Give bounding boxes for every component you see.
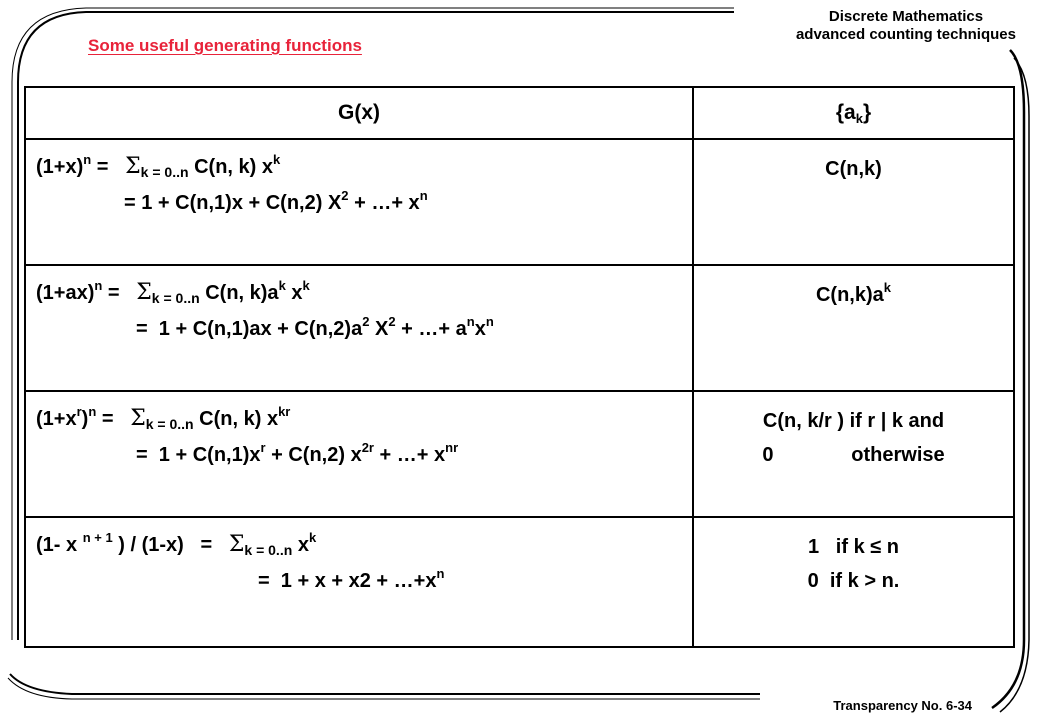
sigma-symbol: Σ: [228, 532, 245, 557]
row1-formula: [25, 139, 693, 265]
row2-coefficient: $C(n,k)a^k$: [693, 265, 1014, 391]
table-header-row: [25, 87, 1014, 139]
sigma-symbol: Σ: [130, 406, 146, 431]
transparency-number: Transparency No. 6-34: [833, 698, 972, 713]
frame-bottom-curve-outer: [8, 678, 760, 699]
table-row: [25, 139, 1014, 265]
table-row: [25, 265, 1014, 391]
header-gx: G(x): [25, 87, 693, 139]
row2-sum-line: $(1+ax)^n = \Sigma_{k = 0..n}$ C(n, $k)a^k$ $x^k$: [36, 278, 310, 306]
slide-title: Some useful generating functions: [88, 36, 362, 55]
row3-expansion-line: = $1 + C(n,1)x^r + C(n,2) x^{2r}$ + …+ $x^{nr}$: [136, 440, 459, 466]
row3-coefficient: C(n, k/r ) if r | k and 0 otherwise: [693, 391, 1014, 517]
row3-formula: [25, 391, 693, 517]
sigma-symbol: Σ: [136, 280, 152, 305]
row4-formula: [25, 517, 693, 647]
row2-expansion-line: = $1 + C(n,1)ax + C(n,2)a^2$ $X^2$ + …+ $a^nx^n$: [136, 314, 494, 340]
row4-coefficient: 1 if k ≤ n 0 if k > n.: [693, 517, 1014, 647]
course-header: [796, 8, 1016, 44]
course-subtitle: advanced counting techniques: [795, 26, 1016, 43]
sigma-symbol: Σ: [125, 154, 141, 179]
frame-bottom-curve: [10, 674, 760, 694]
row4-sum-line: (1- x $^{n + 1}$ ) / $(1-x) = \Sigma_{k = 0..n}$ $x^k$: [36, 530, 317, 558]
row4-expansion-line: = $1 + x + x2 + \dots+x^n$: [258, 566, 445, 592]
table-row: [25, 391, 1014, 517]
row3-sum-line: $(1+x^r)^n = \Sigma_{k = 0..n}$ C(n, k) $x^{kr}$: [36, 404, 291, 432]
header-ak: $\{a_k\}$: [693, 87, 1014, 139]
row1-expansion-line: = 1 + C(n,1)x + C(n,2) $X^2$ + …+ $x^n$: [124, 188, 428, 214]
row2-formula: [25, 265, 693, 391]
table-row: [25, 517, 1014, 647]
generating-functions-table: [24, 86, 1015, 648]
row1-sum-line: $(1+x)^n = \Sigma_{k = 0..n}$ C(n, k) $x^k$: [36, 152, 281, 180]
row1-coefficient: C(n,k): [693, 139, 1014, 265]
course-title: Discrete Mathematics: [828, 8, 984, 25]
